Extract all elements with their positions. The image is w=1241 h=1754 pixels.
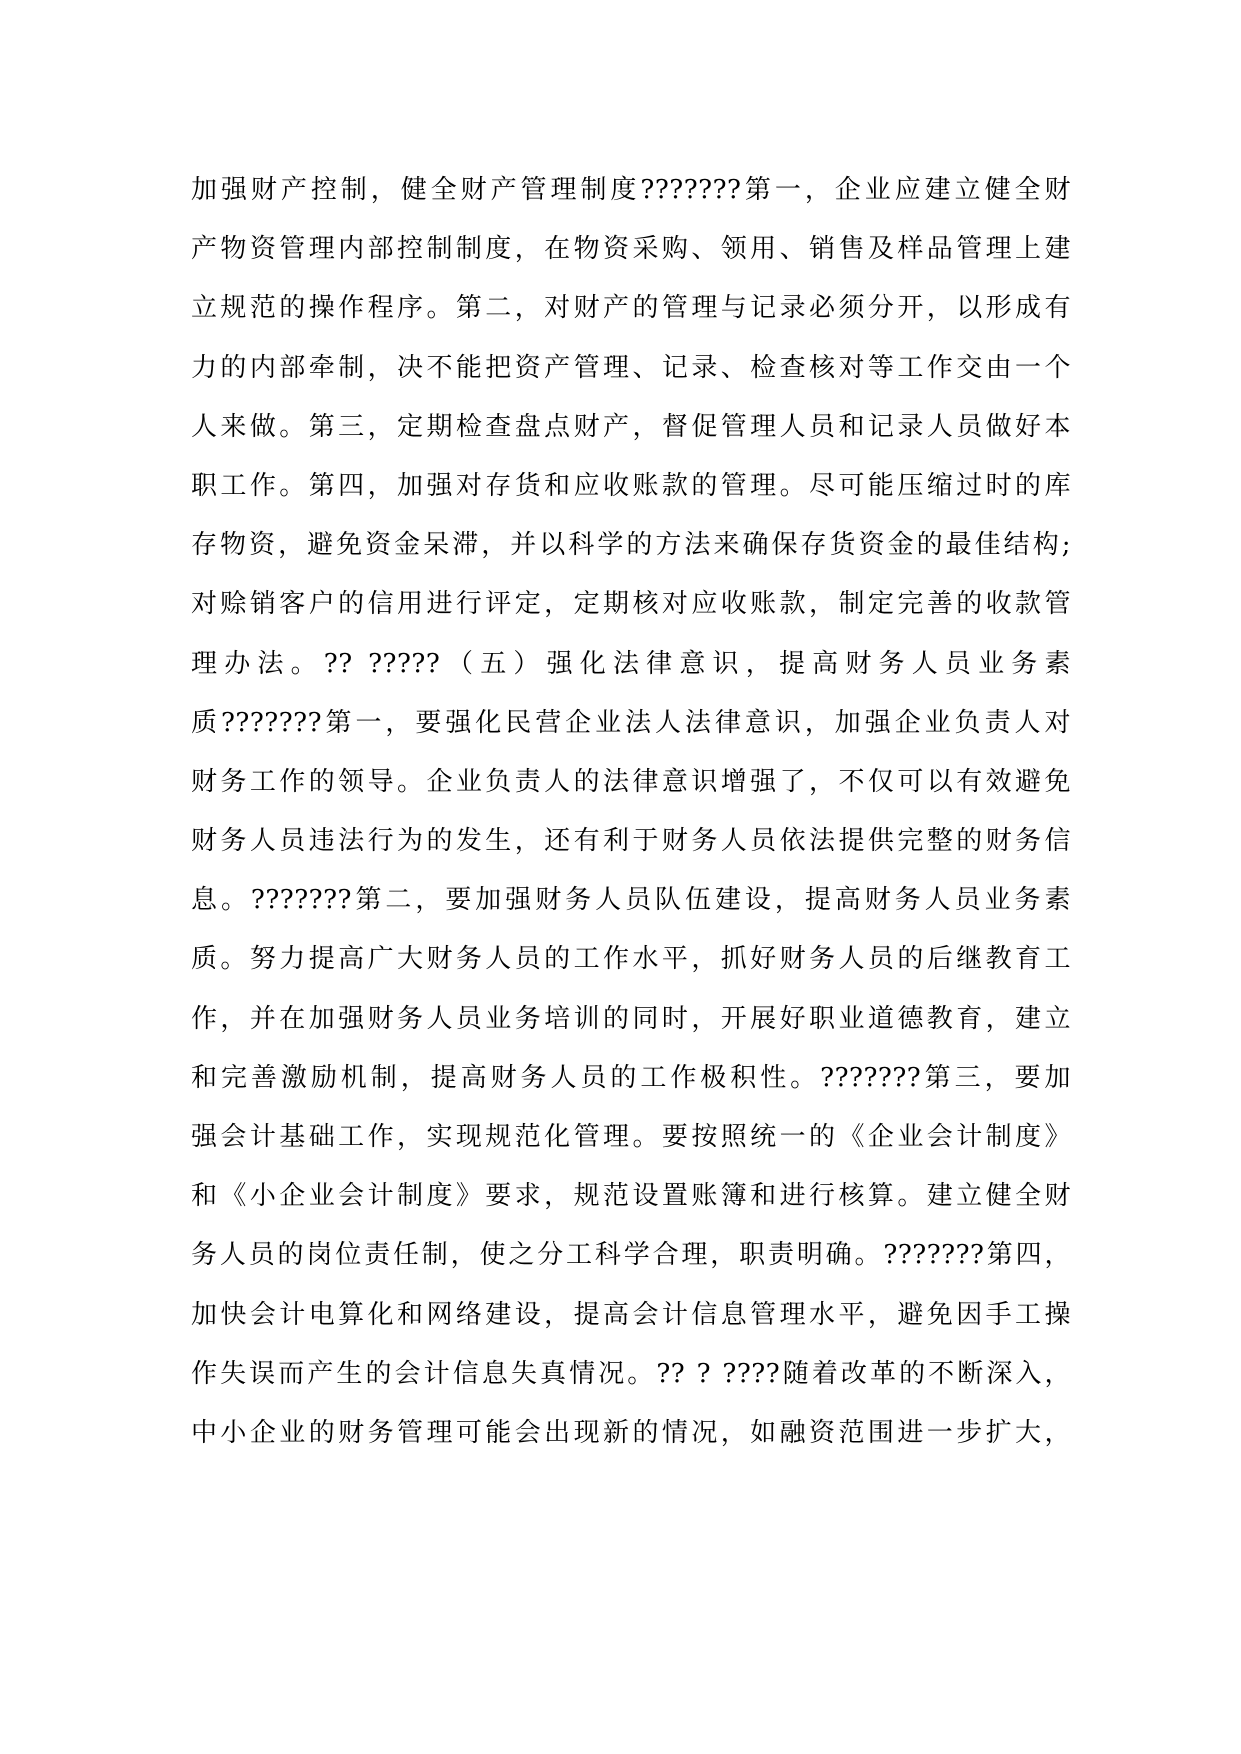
text-line: 存物资，避免资金呆滞，并以科学的方法来确保存货资金的最佳结构; xyxy=(191,530,1071,561)
text-line: 加快会计电算化和网络建设，提高会计信息管理水平，避免因手工操 xyxy=(191,1299,1071,1330)
body-text xyxy=(191,161,1071,1463)
text-line: 质???????第一，要强化民营企业法人法律意识，加强企业负责人对 xyxy=(191,707,1071,738)
text-line: 产物资管理内部控制制度，在物资采购、领用、销售及样品管理上建 xyxy=(191,234,1071,265)
text-line: 务人员的岗位责任制，使之分工科学合理，职责明确。???????第四， xyxy=(191,1240,1071,1271)
text-line: 财务工作的领导。企业负责人的法律意识增强了，不仅可以有效避免 xyxy=(191,766,1071,797)
text-line: 力的内部牵制，决不能把资产管理、记录、检查核对等工作交由一个 xyxy=(191,352,1071,383)
text-line: 作，并在加强财务人员业务培训的同时，开展好职业道德教育，建立 xyxy=(191,1003,1071,1034)
text-line: 对赊销客户的信用进行评定，定期核对应收账款，制定完善的收款管 xyxy=(191,589,1071,620)
text-line: 和完善激励机制，提高财务人员的工作极积性。???????第三，要加 xyxy=(191,1062,1071,1093)
text-line: 加强财产控制，健全财产管理制度???????第一，企业应建立健全财 xyxy=(191,175,1071,205)
text-line: 质。努力提高广大财务人员的工作水平，抓好财务人员的后继教育工 xyxy=(191,944,1071,975)
text-line: 和《小企业会计制度》要求，规范设置账簿和进行核算。建立健全财 xyxy=(191,1181,1071,1212)
text-line: 息。???????第二，要加强财务人员队伍建设，提高财务人员业务素 xyxy=(191,885,1071,916)
text-line: 财务人员违法行为的发生，还有利于财务人员依法提供完整的财务信 xyxy=(191,826,1071,857)
text-line: 人来做。第三，定期检查盘点财产，督促管理人员和记录人员做好本 xyxy=(191,411,1071,442)
text-line: 理办法。?? ?????（五）强化法律意识，提高财务人员业务素 xyxy=(191,648,1071,679)
text-line: 立规范的操作程序。第二，对财产的管理与记录必须分开，以形成有 xyxy=(191,293,1071,324)
text-line: 中小企业的财务管理可能会出现新的情况，如融资范围进一步扩大， xyxy=(191,1417,1071,1448)
text-line: 职工作。第四，加强对存货和应收账款的管理。尽可能压缩过时的库 xyxy=(191,470,1071,501)
text-line: 强会计基础工作，实现规范化管理。要按照统一的《企业会计制度》 xyxy=(191,1122,1071,1152)
text-line: 作失误而产生的会计信息失真情况。?? ? ????随着改革的不断深入， xyxy=(191,1358,1071,1389)
